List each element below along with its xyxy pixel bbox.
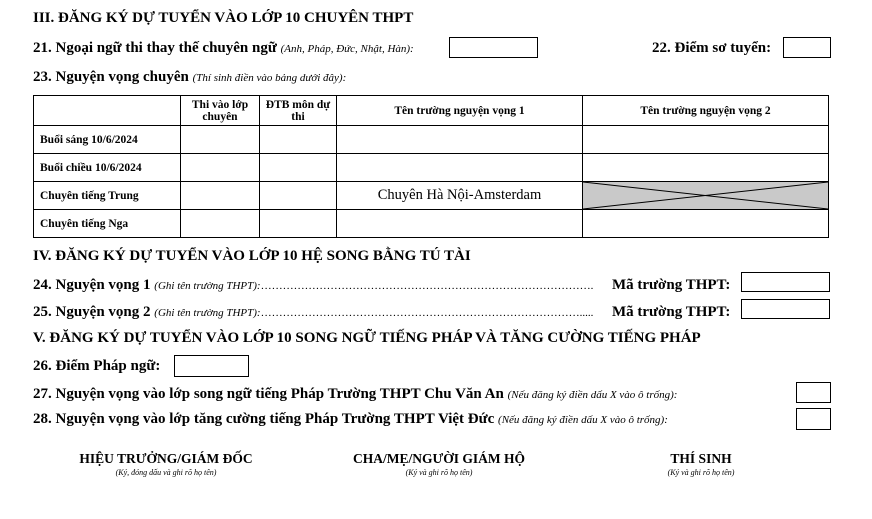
cell-dtb[interactable] <box>260 154 337 182</box>
q24-note: (Ghi tên trường THPT): <box>154 280 261 292</box>
q21-note: (Anh, Pháp, Đức, Nhật, Hàn): <box>280 43 414 55</box>
q27-checkbox[interactable] <box>796 382 831 403</box>
section5-title: V. ĐĂNG KÝ DỰ TUYỂN VÀO LỚP 10 SONG NGỮ TIẾNG PHÁP VÀ TĂNG CƯỜNG TIẾNG PHÁP <box>33 330 701 346</box>
q25-label: 25. Nguyện vọng 2 <box>33 304 151 320</box>
q24-code-label: Mã trường THPT: <box>612 277 731 293</box>
q21-input[interactable] <box>449 37 538 58</box>
cell-lop-chuyen[interactable] <box>181 182 260 210</box>
q28-label: 28. Nguyện vọng vào lớp tăng cường tiếng Pháp Trường THPT Việt Đức <box>33 411 495 427</box>
header-nv1: Tên trường nguyện vọng 1 <box>337 96 583 126</box>
q25-code-input[interactable] <box>741 299 830 319</box>
table-row <box>34 126 829 154</box>
cell-nv1[interactable] <box>337 210 583 238</box>
q24-row <box>33 277 593 294</box>
cell-dtb[interactable] <box>260 126 337 154</box>
cell-nv2[interactable] <box>583 154 829 182</box>
q26-input[interactable] <box>174 355 249 377</box>
q23-row <box>33 69 346 86</box>
cell-lop-chuyen[interactable] <box>181 126 260 154</box>
cell-nv2[interactable] <box>583 126 829 154</box>
header-dtb: ĐTB môn dự thi <box>260 96 337 126</box>
signature-title: THÍ SINH <box>670 451 732 466</box>
signature-parent <box>339 451 539 477</box>
q27-label: 27. Nguyện vọng vào lớp song ngữ tiếng Pháp Trường THPT Chu Văn An <box>33 386 504 402</box>
signature-student <box>601 451 801 477</box>
section4-title: IV. ĐĂNG KÝ DỰ TUYỂN VÀO LỚP 10 HỆ SONG BẰNG TÚ TÀI <box>33 248 471 264</box>
header-blank <box>34 96 181 126</box>
cell-dtb[interactable] <box>260 210 337 238</box>
q28-row <box>33 411 668 428</box>
signature-note: (Ký, đóng dấu và ghi rõ họ tên) <box>115 468 217 477</box>
row-label: Chuyên tiếng Trung <box>34 182 181 210</box>
q22-label: 22. Điểm sơ tuyển: <box>652 40 772 56</box>
row-label: Buổi sáng 10/6/2024 <box>34 126 181 154</box>
q25-note: (Ghi tên trường THPT): <box>154 307 261 319</box>
q22-input[interactable] <box>783 37 831 58</box>
q28-checkbox[interactable] <box>796 408 831 430</box>
signature-principal <box>66 451 266 477</box>
header-nv2: Tên trường nguyện vọng 2 <box>583 96 829 126</box>
q23-note: (Thí sinh điền vào bảng dưới đây): <box>192 72 347 84</box>
signature-note: (Ký và ghi rõ họ tên) <box>405 468 473 477</box>
cross-out-icon <box>583 182 828 209</box>
row-label: Buổi chiều 10/6/2024 <box>34 154 181 182</box>
q26-label: 26. Điểm Pháp ngữ: <box>33 358 161 374</box>
table-row <box>34 154 829 182</box>
row-label: Chuyên tiếng Nga <box>34 210 181 238</box>
signature-title: HIỆU TRƯỞNG/GIÁM ĐỐC <box>79 451 253 466</box>
q21-label: 21. Ngoại ngữ thi thay thế chuyên ngữ <box>33 40 277 56</box>
cell-lop-chuyen[interactable] <box>181 210 260 238</box>
q23-label: 23. Nguyện vọng chuyên <box>33 69 189 85</box>
q28-note: (Nếu đăng ký điền dấu X vào ô trống): <box>498 414 668 426</box>
q24-code-input[interactable] <box>741 272 830 292</box>
q27-row <box>33 386 677 403</box>
cell-nv1[interactable] <box>337 126 583 154</box>
q24-dots[interactable]: ………………………………………………………………………………. <box>260 280 594 292</box>
q25-dots[interactable]: ……………………………………………………………………………..... <box>260 307 594 319</box>
table-row <box>34 210 829 238</box>
cell-lop-chuyen[interactable] <box>181 154 260 182</box>
q24-label: 24. Nguyện vọng 1 <box>33 277 151 293</box>
cell-nv2-crossed <box>583 182 829 210</box>
nguyen-vong-table <box>33 95 829 238</box>
cell-nv1[interactable]: Chuyên Hà Nội-Amsterdam <box>337 182 583 210</box>
header-lop-chuyen: Thi vào lớp chuyên <box>181 96 260 126</box>
cell-nv2[interactable] <box>583 210 829 238</box>
table-header-row <box>34 96 829 126</box>
q25-code-label: Mã trường THPT: <box>612 304 731 320</box>
cell-dtb[interactable] <box>260 182 337 210</box>
section3-title: III. ĐĂNG KÝ DỰ TUYỂN VÀO LỚP 10 CHUYÊN THPT <box>33 10 414 26</box>
q27-note: (Nếu đăng ký điền dấu X vào ô trống): <box>507 389 678 401</box>
q25-row <box>33 304 593 321</box>
cell-nv1[interactable] <box>337 154 583 182</box>
signature-note: (Ký và ghi rõ họ tên) <box>667 468 735 477</box>
table-row <box>34 182 829 210</box>
q21-row <box>33 40 414 57</box>
signature-title: CHA/MẸ/NGƯỜI GIÁM HỘ <box>353 451 525 466</box>
